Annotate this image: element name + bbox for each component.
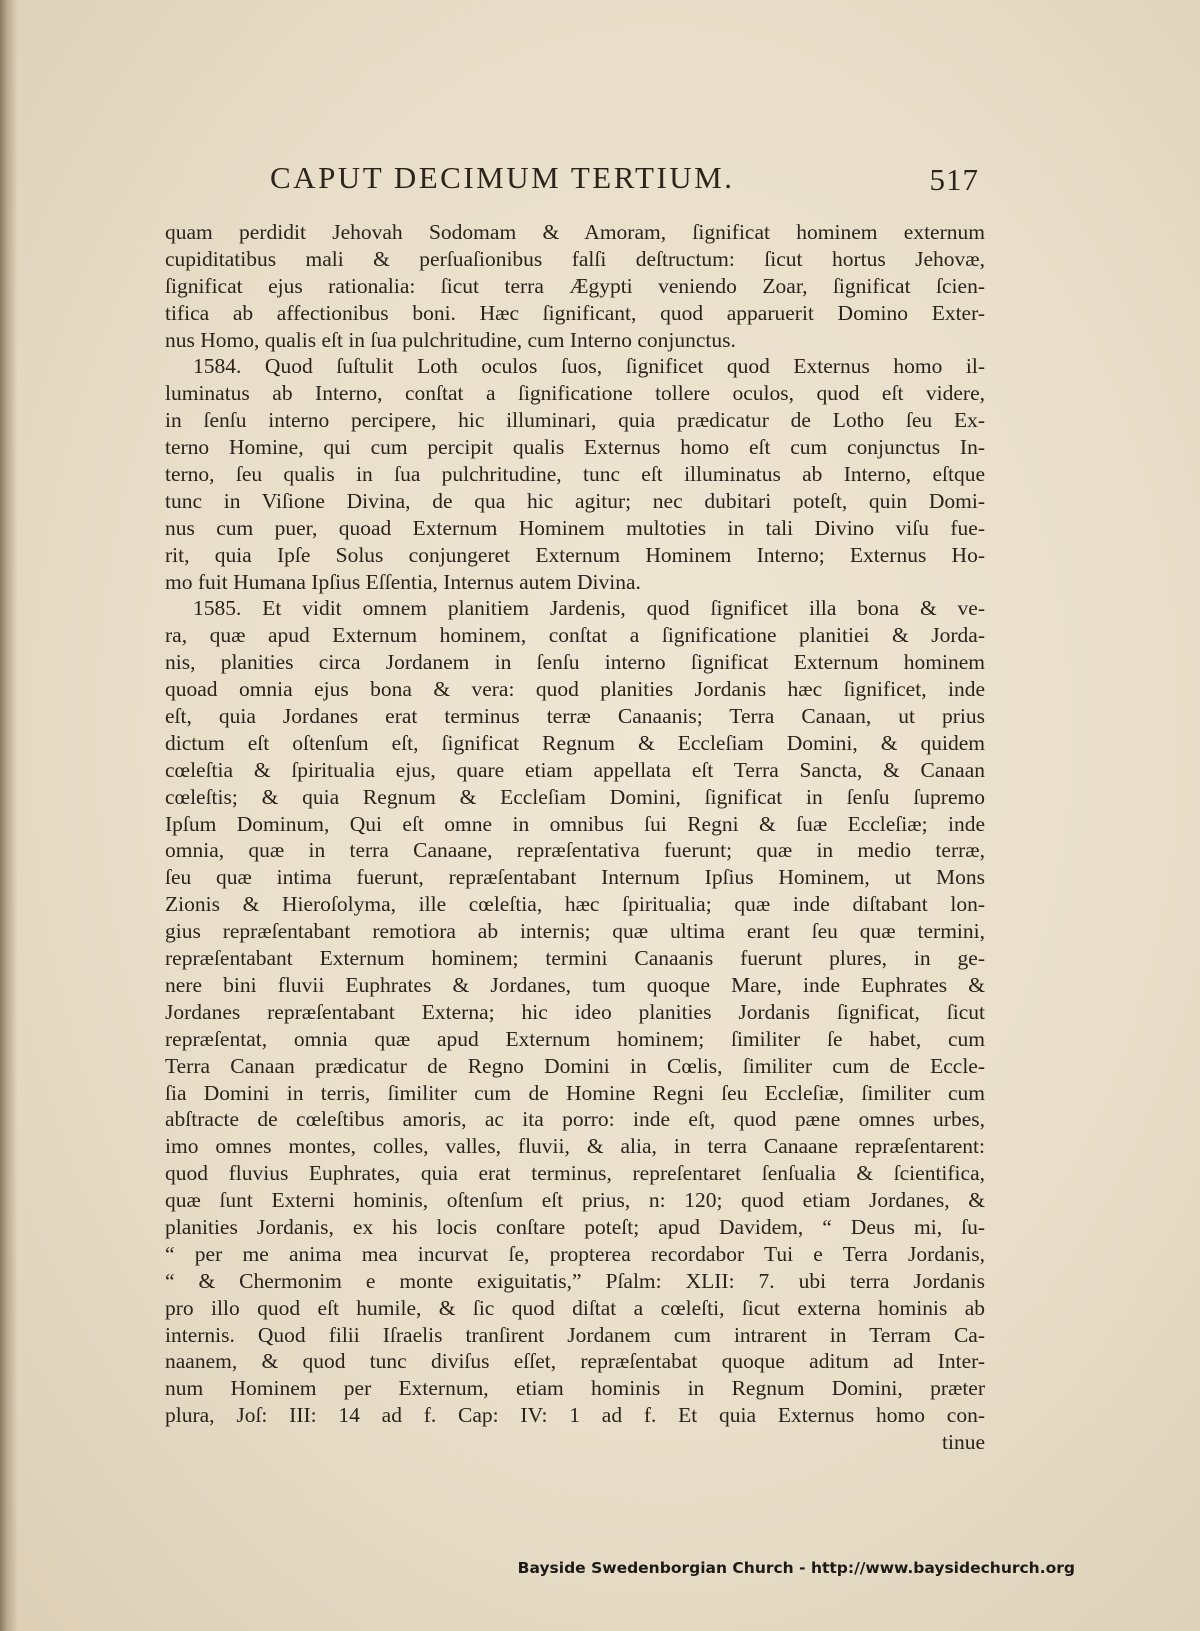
text-line: imo omnes montes, colles, valles, fluvii, & alia, in terra Canaane repræſentarent: — [165, 1134, 985, 1159]
text-line: terno, ſeu qualis in ſua pulchritudine, tunc eſt illuminatus ab Interno, eſtque — [165, 462, 985, 487]
text-line: pro illo quod eſt humile, & ſic quod diſtat a cœleſti, ſicut externa hominis ab — [165, 1295, 985, 1320]
text-line: cupiditatibus mali & perſuaſionibus falſi deſtructum: ſicut hortus Jehovæ, — [165, 246, 985, 271]
paragraph-1584-start: 1584. Quod ſuſtulit Loth oculos ſuos, ſignificet quod Externus homo il- — [193, 354, 985, 379]
text-line: “ per me anima mea incurvat ſe, propterea recordabor Tui e Terra Jordanis, — [165, 1241, 985, 1266]
text-line: nus Homo, qualis eſt in ſua pulchritudine, cum Interno conjunctus. — [165, 327, 736, 352]
text-line: rit, quia Ipſe Solus conjungeret Externum Hominem Interno; Externus Ho- — [165, 542, 985, 567]
text-line: dictum eſt oſtenſum eſt, ſignificat Regnum & Eccleſiam Domini, & quidem — [165, 730, 985, 755]
page-number: 517 — [929, 162, 979, 197]
text-line: Jordanes repræſentabant Externa; hic ideo planities Jordanis ſignificat, ſicut — [165, 999, 985, 1024]
catchword: tinue — [942, 1430, 985, 1455]
body-text — [165, 219, 985, 1456]
watermark-credit: Bayside Swedenborgian Church - http://www.baysidechurch.org — [517, 1559, 1075, 1577]
text-line: Zionis & Hieroſolyma, ille cœleſtia, hæc ſpiritualia; quæ inde diſtabant lon- — [165, 892, 985, 917]
page-header — [165, 160, 985, 210]
text-line: ra, quæ apud Externum hominem, conſtat a ſignificatione planitiei & Jorda- — [165, 623, 985, 648]
paragraph-1585-start: 1585. Et vidit omnem planitiem Jardenis, quod ſignificet illa bona & ve- — [193, 596, 985, 621]
text-line: quæ ſunt Externi hominis, oſtenſum eſt prius, n: 120; quod etiam Jordanes, & — [165, 1188, 985, 1213]
page-gutter-shadow — [0, 0, 18, 1631]
text-line: ſia Domini in terris, ſimiliter cum de Homine Regni ſeu Eccleſiæ, ſimiliter cum — [165, 1080, 985, 1105]
text-line: internis. Quod filii Iſraelis tranſirent Jordanem cum intrarent in Terram Ca- — [165, 1322, 985, 1347]
text-line: ſignificat ejus rationalia: ſicut terra Ægypti veniendo Zoar, ſignificat ſcien- — [165, 273, 985, 298]
text-line: cœleſtia & ſpiritualia ejus, quare etiam appellata eſt Terra Sancta, & Canaan — [165, 757, 985, 782]
text-line: “ & Chermonim e monte exiguitatis,” Pſalm: XLII: 7. ubi terra Jordanis — [165, 1268, 985, 1293]
text-line: Ipſum Dominum, Qui eſt omne in omnibus ſui Regni & ſuæ Eccleſiæ; inde — [165, 811, 985, 836]
text-line: tifica ab affectionibus boni. Hæc ſignificant, quod apparuerit Domino Exter- — [165, 300, 985, 325]
text-line: nus cum puer, quoad Externum Hominem multoties in tali Divino viſu fue- — [165, 515, 985, 540]
text-line: tunc in Viſione Divina, de qua hic agitur; nec dubitari poteſt, quin Domi- — [165, 488, 985, 513]
text-line: plura, Joſ: III: 14 ad f. Cap: IV: 1 ad f. Et quia Externus homo con- — [165, 1403, 985, 1428]
text-line: quod fluvius Euphrates, quia erat terminus, repreſentaret ſenſualia & ſcientifica, — [165, 1161, 985, 1186]
text-line: planities Jordanis, ex his locis conſtare poteſt; apud Davidem, “ Deus mi, ſu- — [165, 1214, 985, 1239]
text-line: in ſenſu interno percipere, hic illuminari, quia prædicatur de Lotho ſeu Ex- — [165, 408, 985, 433]
text-line: terno Homine, qui cum percipit qualis Externus homo eſt cum conjunctus In- — [165, 435, 985, 460]
running-title: CAPUT DECIMUM TERTIUM. — [270, 160, 735, 195]
text-line: mo fuit Humana Ipſius Eſſentia, Internus autem Divina. — [165, 569, 641, 594]
text-line: quam perdidit Jehovah Sodomam & Amoram, ſignificat hominem externum — [165, 220, 985, 244]
text-line: omnia, quæ in terra Canaane, repræſentativa fuerunt; quæ in medio terræ, — [165, 838, 985, 863]
text-line: gius repræſentabant remotiora ab internis; quæ ultima erant ſeu quæ termini, — [165, 919, 985, 944]
text-line: naanem, & quod tunc diviſus eſſet, repræſentabat quoque aditum ad Inter- — [165, 1349, 985, 1374]
text-line: luminatus ab Interno, conſtat a ſignificatione tollere oculos, quod eſt videre, — [165, 381, 985, 406]
text-line: ſeu quæ intima fuerunt, repræſentabant Internum Ipſius Hominem, ut Mons — [165, 865, 985, 890]
text-line: quoad omnia ejus bona & vera: quod planities Jordanis hæc ſignificet, inde — [165, 677, 985, 702]
text-line: num Hominem per Externum, etiam hominis in Regnum Domini, præter — [165, 1376, 985, 1401]
text-line: eſt, quia Jordanes erat terminus terræ Canaanis; Terra Canaan, ut prius — [165, 704, 985, 729]
text-line: Terra Canaan prædicatur de Regno Domini in Cœlis, ſimiliter cum de Eccle- — [165, 1053, 985, 1078]
text-line: nis, planities circa Jordanem in ſenſu interno ſignificat Externum hominem — [165, 650, 985, 675]
text-line: cœleſtis; & quia Regnum & Eccleſiam Domini, ſignificat in ſenſu ſupremo — [165, 784, 985, 809]
text-line: nere bini fluvii Euphrates & Jordanes, tum quoque Mare, inde Euphrates & — [165, 972, 985, 997]
text-line: repræſentat, omnia quæ apud Externum hominem; ſimiliter ſe habet, cum — [165, 1026, 985, 1051]
text-line: abſtracte de cœleſtibus amoris, ac ita porro: inde eſt, quod pæne omnes urbes, — [165, 1107, 985, 1132]
text-line: repræſentabant Externum hominem; termini Canaanis fuerunt plures, in ge- — [165, 946, 985, 971]
